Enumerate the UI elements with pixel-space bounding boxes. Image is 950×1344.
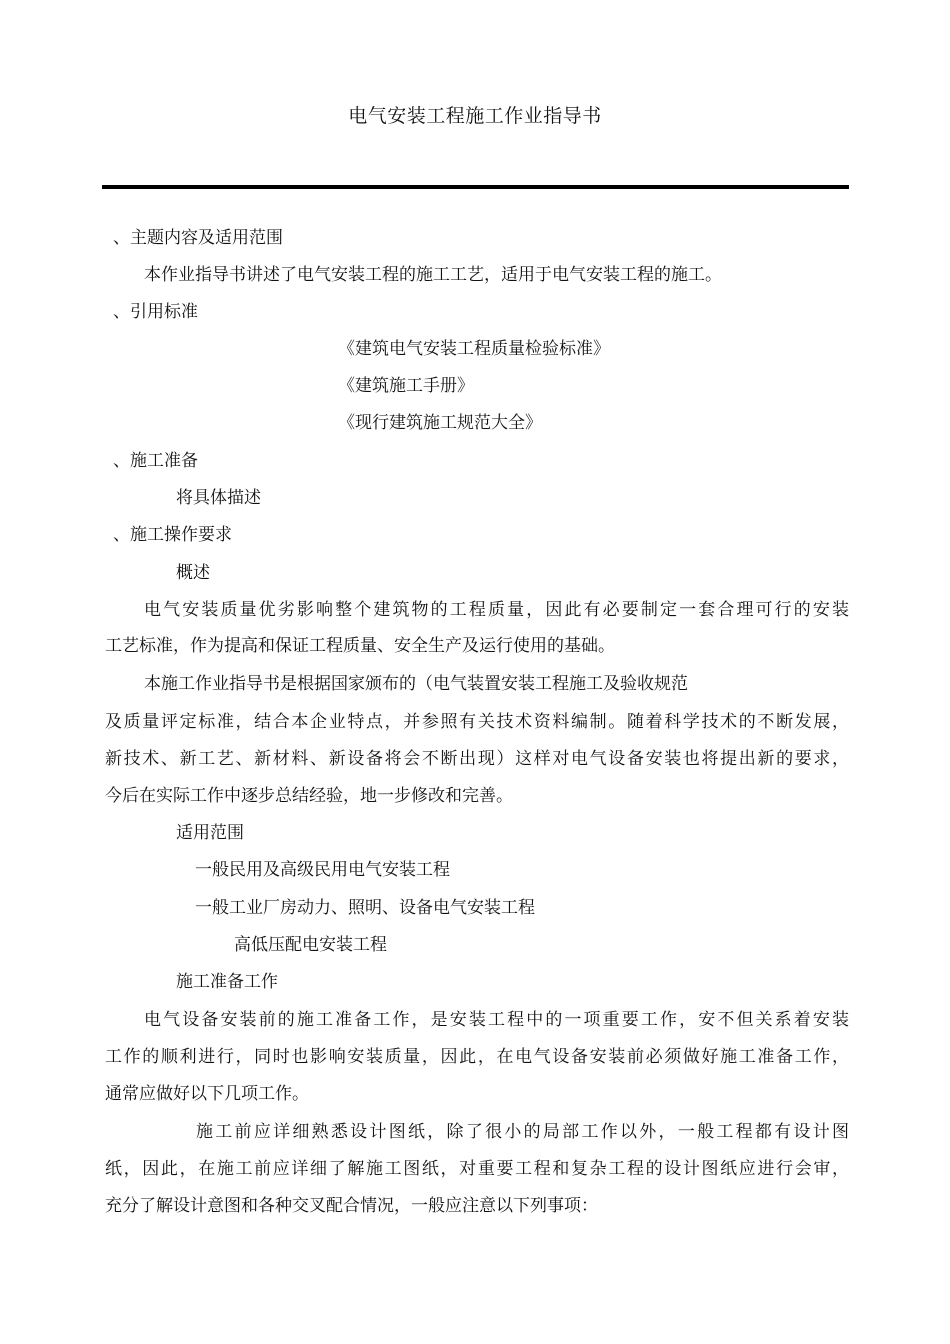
scope-item: 一般工业厂房动力、照明、设备电气安装工程 — [195, 898, 535, 918]
reference-item: 《现行建筑施工规范大全》 — [338, 413, 542, 433]
paragraph-line: 纸，因此，在施工前应详细了解施工图纸，对重要工程和复杂工程的设计图纸应进行会审， — [105, 1159, 849, 1179]
subsection-heading-overview: 概述 — [176, 563, 210, 583]
subsection-heading-prep-work: 施工准备工作 — [176, 972, 278, 992]
document-title: 电气安装工程施工作业指导书 — [348, 105, 602, 127]
scope-item: 一般民用及高级民用电气安装工程 — [195, 860, 450, 880]
paragraph-line: 施工前应详细熟悉设计图纸，除了很小的局部工作以外，一般工程都有设计图 — [196, 1122, 849, 1142]
paragraph-line: 将具体描述 — [176, 488, 261, 508]
section-heading-operation: 、施工操作要求 — [113, 525, 232, 545]
paragraph-line: 今后在实际工作中逐步总结经验，地一步修改和完善。 — [105, 786, 513, 806]
paragraph-line: 新技术、新工艺、新材料、新设备将会不断出现）这样对电气设备安装也将提出新的要求， — [105, 749, 849, 769]
section-heading-scope: 、主题内容及适用范围 — [113, 228, 283, 248]
reference-item: 《建筑电气安装工程质量检验标准》 — [338, 339, 610, 359]
scope-item: 高低压配电安装工程 — [234, 935, 387, 955]
section-heading-preparation: 、施工准备 — [113, 451, 198, 471]
paragraph-line: 及质量评定标准，结合本企业特点，并参照有关技术资料编制。随着科学技术的不断发展， — [105, 712, 849, 732]
title-divider — [102, 185, 849, 189]
paragraph-line: 本作业指导书讲述了电气安装工程的施工工艺，适用于电气安装工程的施工。 — [144, 265, 722, 285]
reference-item: 《建筑施工手册》 — [338, 376, 474, 396]
section-heading-references: 、引用标准 — [113, 302, 198, 322]
paragraph-line: 充分了解设计意图和各种交叉配合情况，一般应注意以下列事项： — [105, 1196, 598, 1216]
paragraph-line: 工艺标准，作为提高和保证工程质量、安全生产及运行使用的基础。 — [105, 636, 615, 656]
paragraph-line: 本施工作业指导书是根据国家颁布的（电气装置安装工程施工及验收规范 — [144, 674, 688, 694]
paragraph-line: 通常应做好以下几项工作。 — [105, 1084, 309, 1104]
paragraph-line: 工作的顺利进行，同时也影响安装质量，因此，在电气设备安装前必须做好施工准备工作， — [105, 1047, 849, 1067]
paragraph-line: 电气设备安装前的施工准备工作，是安装工程中的一项重要工作，安不但关系着安装 — [144, 1010, 849, 1030]
paragraph-line: 电气安装质量优劣影响整个建筑物的工程质量，因此有必要制定一套合理可行的安装 — [144, 600, 849, 620]
subsection-heading-scope: 适用范围 — [176, 823, 244, 843]
